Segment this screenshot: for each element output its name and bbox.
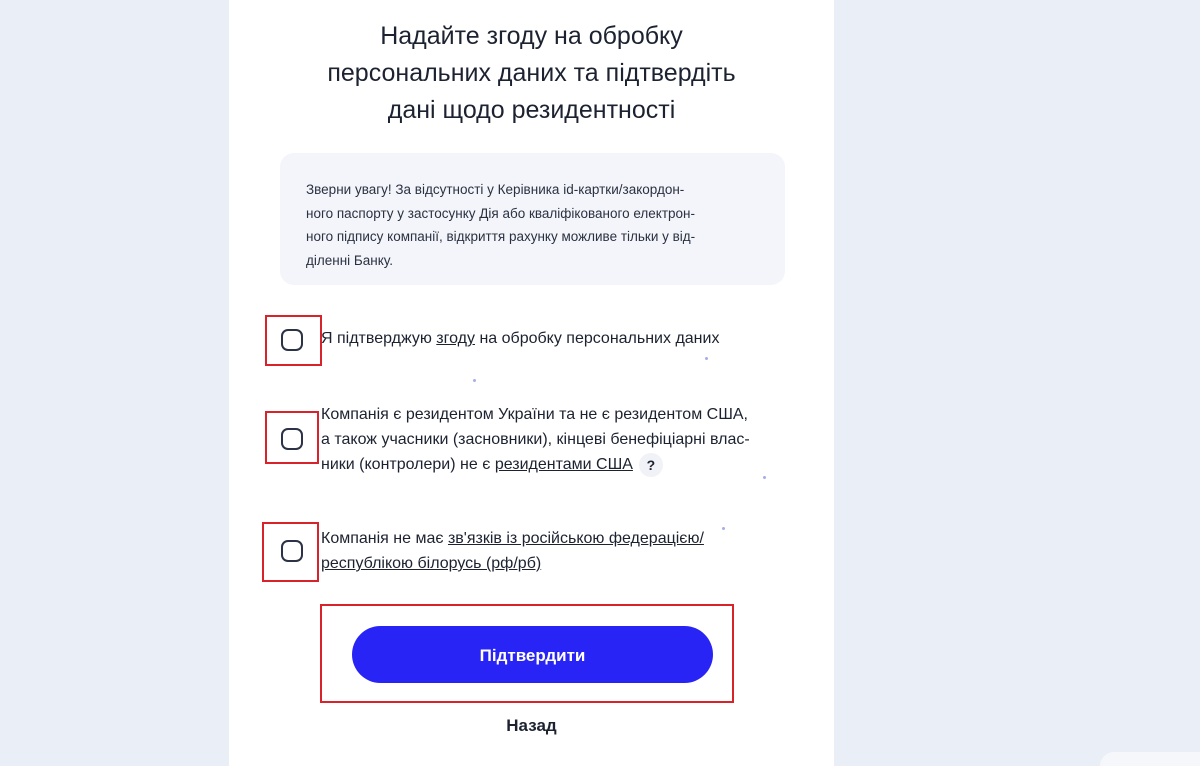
residency-line-2: а також учасники (засновники), кінцеві бенефіціарні влас-: [321, 431, 750, 448]
residency-option-text: [321, 402, 750, 477]
us-residents-link[interactable]: резидентами США: [494, 456, 633, 473]
consent-text-before: Я підтверджую: [321, 330, 437, 347]
sanctions-text-before: Компанія не має: [321, 530, 448, 547]
notice-line-2: ного паспорту у застосунку Дія або кваліфікованого електрон-: [306, 205, 696, 221]
help-icon[interactable]: ?: [639, 453, 663, 477]
notice-line-1: Зверни увагу! За відсутності у Керівника id-картки/закордон-: [306, 182, 685, 197]
consent-link[interactable]: згоду: [436, 330, 475, 347]
sanctions-link-line-1[interactable]: зв'язків із російською федерацією/: [447, 530, 704, 547]
confirm-button[interactable]: Підтвердити: [352, 626, 713, 683]
notice-box: [280, 153, 785, 285]
consent-text-after: на обробку персональних даних: [475, 330, 720, 347]
notice-line-4: діленні Банку.: [306, 252, 393, 268]
corner-decoration: [1100, 752, 1200, 766]
decorative-dot: [722, 527, 725, 530]
residency-line-3: ники (контролери) не є: [321, 456, 495, 473]
residency-line-1: Компанія є резидентом України та не є резидентом США,: [321, 406, 748, 423]
decorative-dot: [763, 476, 766, 479]
decorative-dot: [473, 379, 476, 382]
sanctions-checkbox[interactable]: [281, 540, 303, 562]
consent-option-text: [321, 326, 719, 351]
sanctions-link-line-2[interactable]: республікою білорусь (рф/рб): [321, 555, 542, 572]
consent-checkbox[interactable]: [281, 329, 303, 351]
page-title-line-1: Надайте згоду на обробку: [380, 22, 683, 50]
decorative-dot: [705, 357, 708, 360]
notice-line-3: ного підпису компанії, відкриття рахунку можливе тільки у від-: [306, 229, 696, 244]
residency-checkbox[interactable]: [281, 428, 303, 450]
consent-card: [229, 0, 834, 766]
page-title-line-3: дані щодо резидентності: [387, 96, 676, 124]
page-title: [229, 18, 834, 129]
back-link[interactable]: Назад: [506, 716, 557, 735]
sanctions-option-text: [321, 526, 704, 576]
page-title-line-2: персональних даних та підтвердіть: [327, 59, 736, 87]
